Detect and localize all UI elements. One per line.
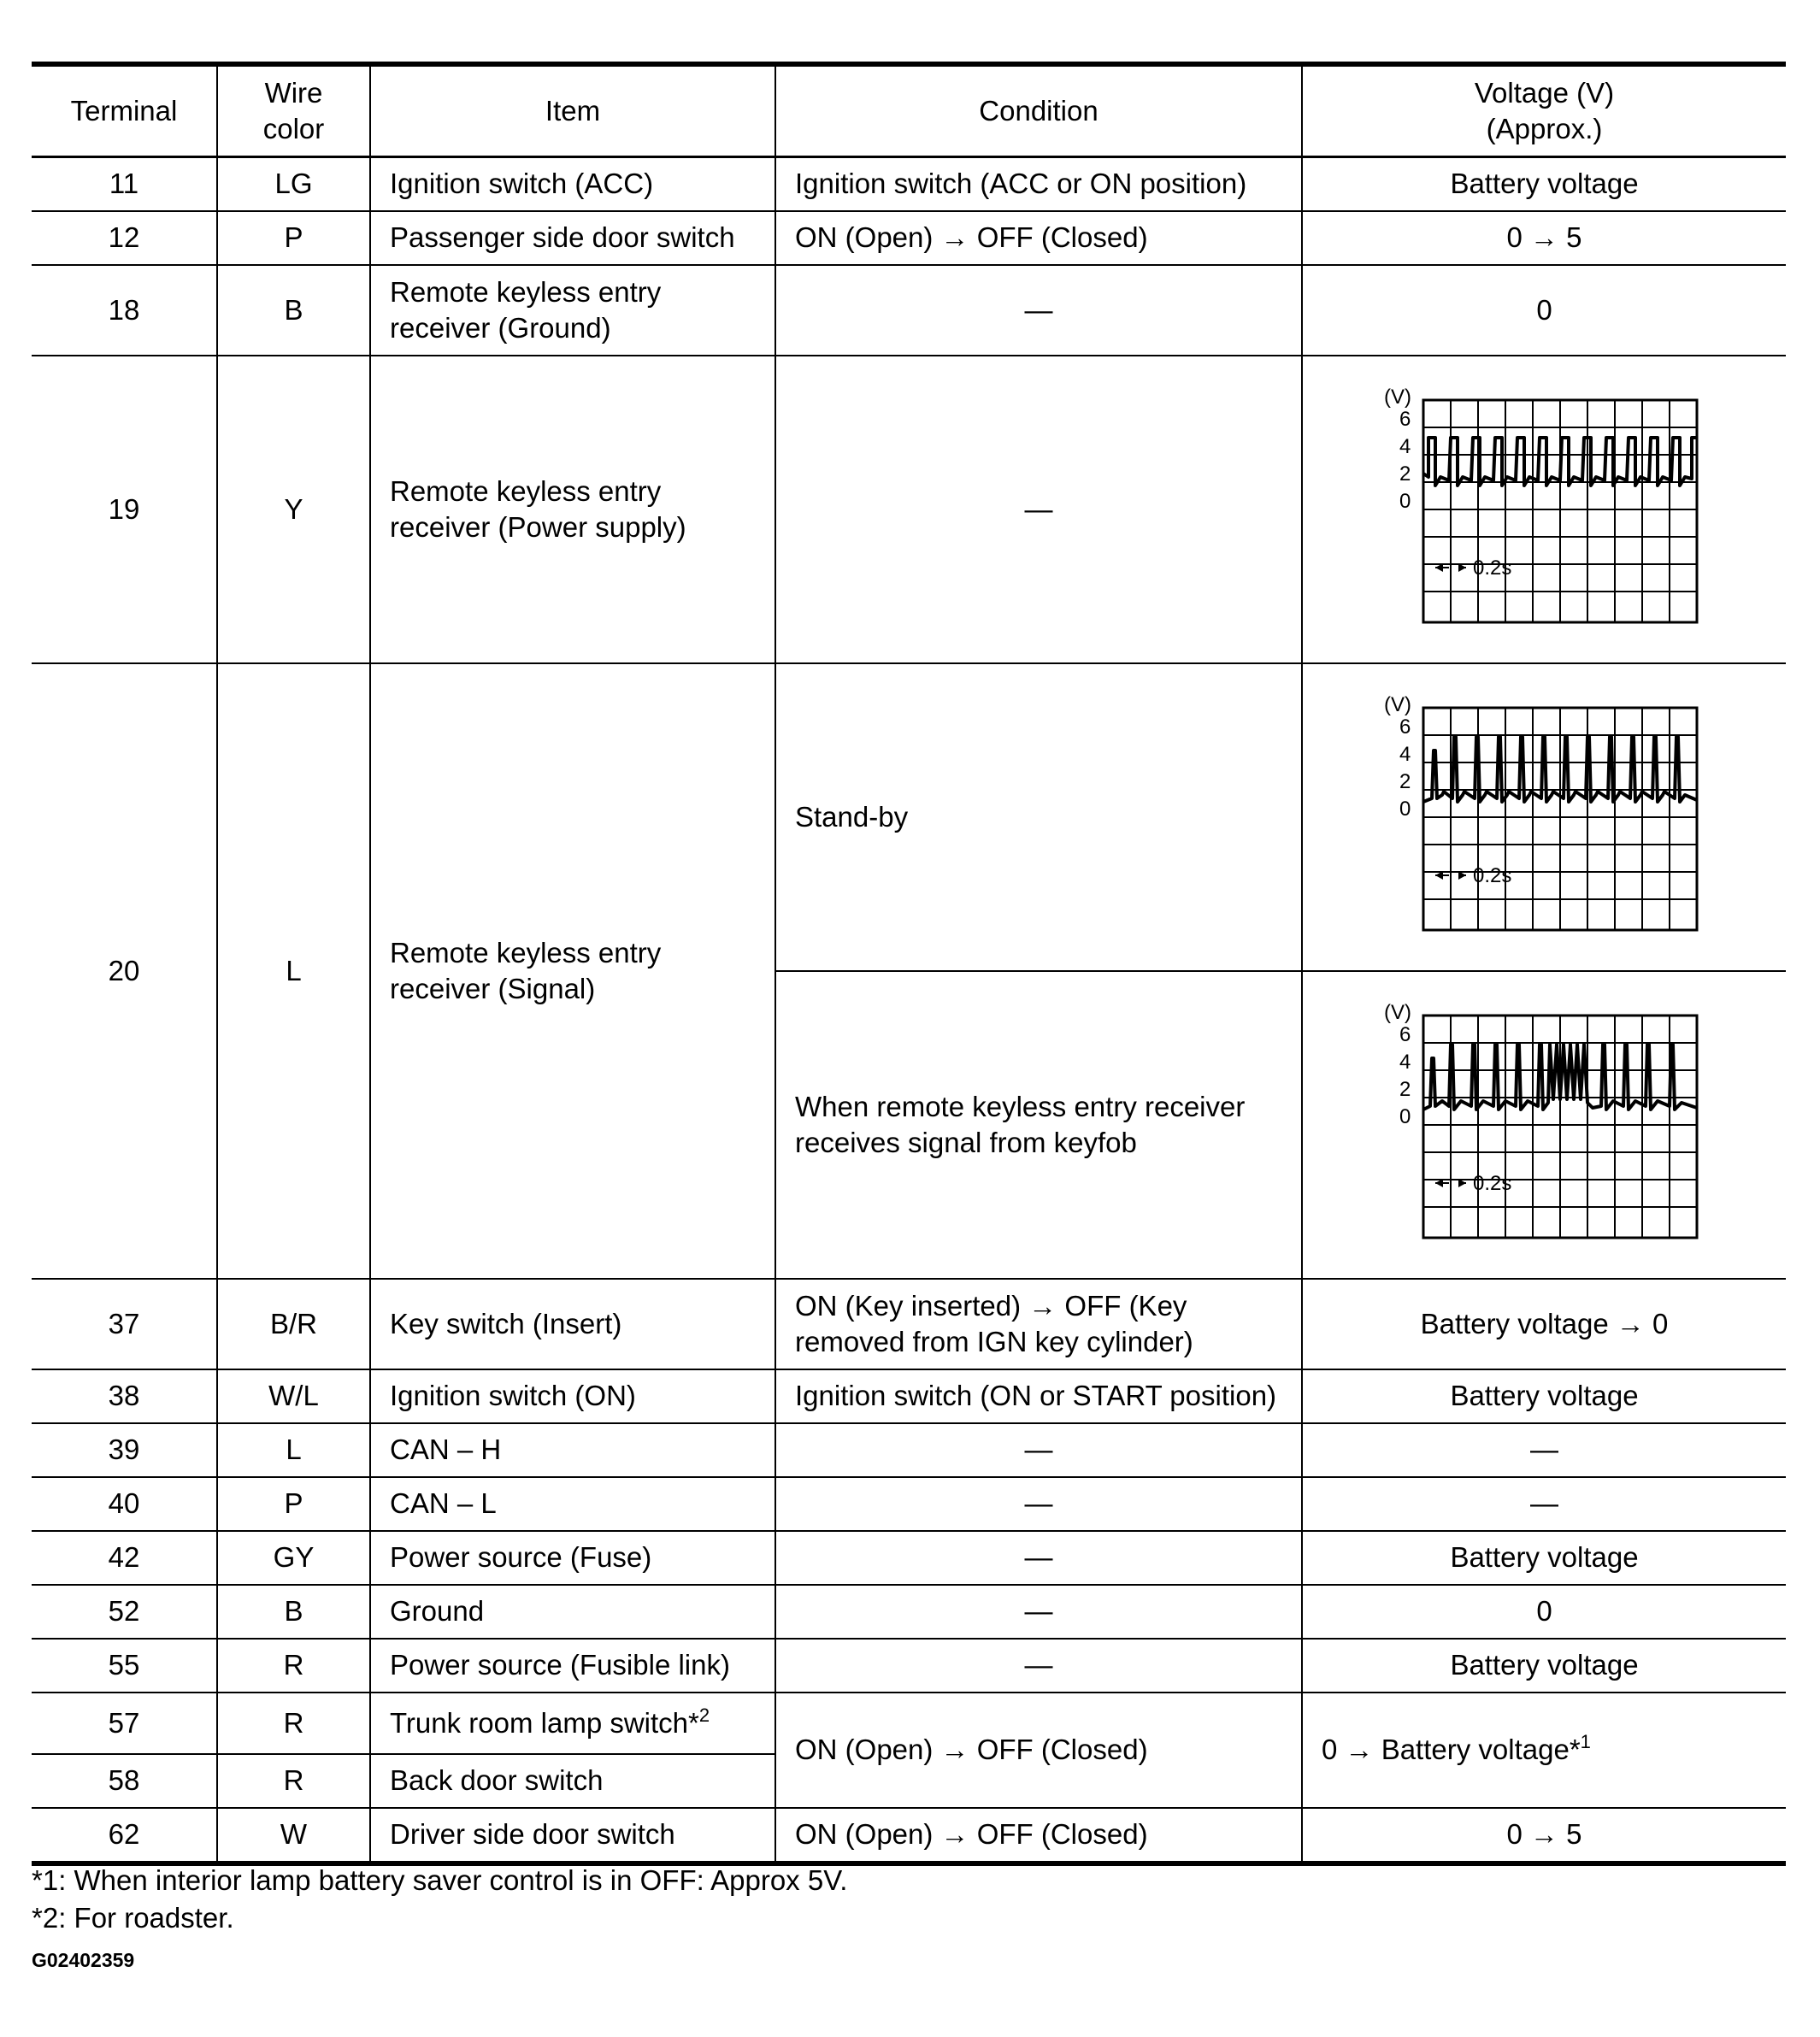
header-wire-color bbox=[217, 64, 370, 157]
waveform-y-tick-0: 0 bbox=[1399, 490, 1411, 513]
wire-color-cell: R bbox=[217, 1754, 370, 1808]
table-row bbox=[32, 1423, 1786, 1477]
condition-cell: Ignition switch (ACC or ON position) bbox=[775, 157, 1302, 212]
waveform-y-tick-6: 6 bbox=[1399, 408, 1411, 431]
waveform-y-tick-0: 0 bbox=[1399, 798, 1411, 821]
item-line2: receiver (Ground) bbox=[390, 312, 611, 344]
table-row bbox=[32, 1531, 1786, 1585]
waveform-unit-label: (V) bbox=[1383, 386, 1411, 409]
wire-color-cell: B bbox=[217, 265, 370, 356]
voltage-cell: Battery voltage bbox=[1302, 157, 1786, 212]
item-cell: Passenger side door switch bbox=[370, 211, 775, 265]
power-supply-waveform bbox=[1382, 381, 1707, 638]
wire-color-cell: W bbox=[217, 1808, 370, 1863]
condition-cell: — bbox=[775, 1423, 1302, 1477]
waveform-y-tick-6: 6 bbox=[1399, 715, 1411, 739]
voltage-cell: Battery voltage bbox=[1302, 1531, 1786, 1585]
voltage-cell: — bbox=[1302, 1477, 1786, 1531]
keyfob-signal-waveform bbox=[1382, 997, 1707, 1253]
terminal-cell: 55 bbox=[32, 1639, 217, 1693]
wire-color-cell: L bbox=[217, 1423, 370, 1477]
terminal-cell: 37 bbox=[32, 1279, 217, 1369]
item-cell: Power source (Fusible link) bbox=[370, 1639, 775, 1693]
item-cell bbox=[370, 1693, 775, 1754]
waveform-y-tick-4: 4 bbox=[1399, 1051, 1411, 1074]
item-line1: Remote keyless entry bbox=[390, 275, 662, 308]
voltage-cell: 0 → 5 bbox=[1302, 211, 1786, 265]
table-row bbox=[32, 1693, 1786, 1754]
condition-cell: — bbox=[775, 356, 1302, 663]
footnotes bbox=[32, 1862, 847, 1937]
table-row bbox=[32, 356, 1786, 663]
voltage-waveform-cell bbox=[1302, 356, 1786, 663]
terminal-cell: 52 bbox=[32, 1585, 217, 1639]
waveform-time-label: 0.2s bbox=[1472, 864, 1511, 887]
condition-cell bbox=[775, 971, 1302, 1279]
condition-cell: ON (Open) → OFF (Closed) bbox=[775, 1693, 1302, 1808]
condition-cell: — bbox=[775, 1639, 1302, 1693]
terminal-voltage-table bbox=[32, 62, 1786, 1866]
item-cell: Ignition switch (ON) bbox=[370, 1369, 775, 1423]
figure-id: G02402359 bbox=[32, 1949, 135, 1971]
wire-color-cell: L bbox=[217, 663, 370, 1279]
item-cell: CAN – L bbox=[370, 1477, 775, 1531]
voltage-text: 0 → Battery voltage* bbox=[1322, 1734, 1581, 1766]
header-wire-color-line1: Wire bbox=[264, 76, 323, 109]
voltage-footnote-ref: 1 bbox=[1580, 1731, 1591, 1753]
footnote-2: *2: For roadster. bbox=[32, 1902, 234, 1934]
waveform-y-tick-2: 2 bbox=[1399, 1078, 1411, 1101]
table-row bbox=[32, 1369, 1786, 1423]
header-voltage-line2: (Approx.) bbox=[1486, 113, 1603, 144]
waveform-time-label: 0.2s bbox=[1472, 1172, 1511, 1195]
wire-color-cell: LG bbox=[217, 157, 370, 212]
wire-color-cell: Y bbox=[217, 356, 370, 663]
item-line1: Remote keyless entry bbox=[390, 474, 662, 507]
wire-color-cell: R bbox=[217, 1693, 370, 1754]
condition-cell: ON (Open) → OFF (Closed) bbox=[775, 1808, 1302, 1863]
voltage-cell: 0 bbox=[1302, 265, 1786, 356]
terminal-cell: 40 bbox=[32, 1477, 217, 1531]
table-row bbox=[32, 1279, 1786, 1369]
condition-cell: Ignition switch (ON or START position) bbox=[775, 1369, 1302, 1423]
item-line1: Remote keyless entry bbox=[390, 936, 662, 968]
item-cell: Key switch (Insert) bbox=[370, 1279, 775, 1369]
table-row bbox=[32, 157, 1786, 212]
header-voltage-line1: Voltage (V) bbox=[1474, 76, 1615, 109]
wire-color-cell: P bbox=[217, 1477, 370, 1531]
item-cell: Ground bbox=[370, 1585, 775, 1639]
table-row bbox=[32, 663, 1786, 971]
waveform-y-tick-6: 6 bbox=[1399, 1023, 1411, 1046]
voltage-cell: — bbox=[1302, 1423, 1786, 1477]
item-text: Trunk room lamp switch* bbox=[390, 1706, 699, 1739]
header-wire-color-line2: color bbox=[262, 113, 325, 144]
voltage-waveform-cell bbox=[1302, 971, 1786, 1279]
condition-cell: — bbox=[775, 265, 1302, 356]
item-line2: receiver (Power supply) bbox=[390, 511, 686, 543]
wire-color-cell: B/R bbox=[217, 1279, 370, 1369]
item-cell: Power source (Fuse) bbox=[370, 1531, 775, 1585]
condition-cell: — bbox=[775, 1477, 1302, 1531]
terminal-cell: 39 bbox=[32, 1423, 217, 1477]
terminal-cell: 12 bbox=[32, 211, 217, 265]
item-cell bbox=[370, 265, 775, 356]
item-cell bbox=[370, 663, 775, 1279]
terminal-cell: 42 bbox=[32, 1531, 217, 1585]
wire-color-cell: W/L bbox=[217, 1369, 370, 1423]
waveform-time-label: 0.2s bbox=[1472, 556, 1511, 580]
table-row bbox=[32, 1585, 1786, 1639]
waveform-trace-power-supply bbox=[1423, 438, 1697, 486]
table-header-row bbox=[32, 64, 1786, 157]
wire-color-cell: R bbox=[217, 1639, 370, 1693]
waveform-unit-label: (V) bbox=[1383, 693, 1411, 716]
condition-line1: ON (Key inserted) → OFF (Key bbox=[795, 1289, 1187, 1322]
waveform-y-tick-2: 2 bbox=[1399, 770, 1411, 793]
item-cell: Back door switch bbox=[370, 1754, 775, 1808]
header-terminal: Terminal bbox=[32, 64, 217, 157]
condition-cell: Stand-by bbox=[775, 663, 1302, 971]
item-cell: CAN – H bbox=[370, 1423, 775, 1477]
waveform-y-tick-0: 0 bbox=[1399, 1105, 1411, 1128]
condition-cell: — bbox=[775, 1585, 1302, 1639]
wire-color-cell: B bbox=[217, 1585, 370, 1639]
standby-signal-waveform bbox=[1382, 689, 1707, 945]
wire-color-cell: P bbox=[217, 211, 370, 265]
table-row bbox=[32, 1808, 1786, 1863]
item-cell: Driver side door switch bbox=[370, 1808, 775, 1863]
item-cell bbox=[370, 356, 775, 663]
terminal-cell: 18 bbox=[32, 265, 217, 356]
terminal-cell: 57 bbox=[32, 1693, 217, 1754]
condition-cell bbox=[775, 1279, 1302, 1369]
footnote-1: *1: When interior lamp battery saver control is in OFF: Approx 5V. bbox=[32, 1864, 848, 1896]
item-line2: receiver (Signal) bbox=[390, 973, 596, 1004]
voltage-cell bbox=[1302, 1693, 1786, 1808]
item-footnote-ref: 2 bbox=[698, 1704, 710, 1726]
voltage-cell: Battery voltage bbox=[1302, 1369, 1786, 1423]
waveform-y-tick-4: 4 bbox=[1399, 435, 1411, 458]
connector-terminal-table-sheet bbox=[32, 62, 1786, 1866]
table-row bbox=[32, 211, 1786, 265]
item-cell: Ignition switch (ACC) bbox=[370, 157, 775, 212]
voltage-cell: 0 bbox=[1302, 1585, 1786, 1639]
waveform-unit-label: (V) bbox=[1383, 1001, 1411, 1024]
waveform-y-tick-2: 2 bbox=[1399, 462, 1411, 486]
voltage-cell: Battery voltage → 0 bbox=[1302, 1279, 1786, 1369]
terminal-cell: 19 bbox=[32, 356, 217, 663]
terminal-cell: 62 bbox=[32, 1808, 217, 1863]
condition-cell: — bbox=[775, 1531, 1302, 1585]
header-condition: Condition bbox=[775, 64, 1302, 157]
table-row bbox=[32, 1639, 1786, 1693]
condition-line1: When remote keyless entry receiver bbox=[795, 1090, 1246, 1122]
table-row bbox=[32, 1477, 1786, 1531]
voltage-waveform-cell bbox=[1302, 663, 1786, 971]
condition-line2: removed from IGN key cylinder) bbox=[795, 1326, 1193, 1357]
voltage-cell: 0 → 5 bbox=[1302, 1808, 1786, 1863]
terminal-cell: 38 bbox=[32, 1369, 217, 1423]
waveform-y-tick-4: 4 bbox=[1399, 743, 1411, 766]
header-voltage bbox=[1302, 64, 1786, 157]
condition-cell: ON (Open) → OFF (Closed) bbox=[775, 211, 1302, 265]
condition-line2: receives signal from keyfob bbox=[795, 1127, 1137, 1158]
header-item: Item bbox=[370, 64, 775, 157]
terminal-cell: 58 bbox=[32, 1754, 217, 1808]
terminal-cell: 20 bbox=[32, 663, 217, 1279]
table-row bbox=[32, 265, 1786, 356]
terminal-cell: 11 bbox=[32, 157, 217, 212]
wire-color-cell: GY bbox=[217, 1531, 370, 1585]
voltage-cell: Battery voltage bbox=[1302, 1639, 1786, 1693]
